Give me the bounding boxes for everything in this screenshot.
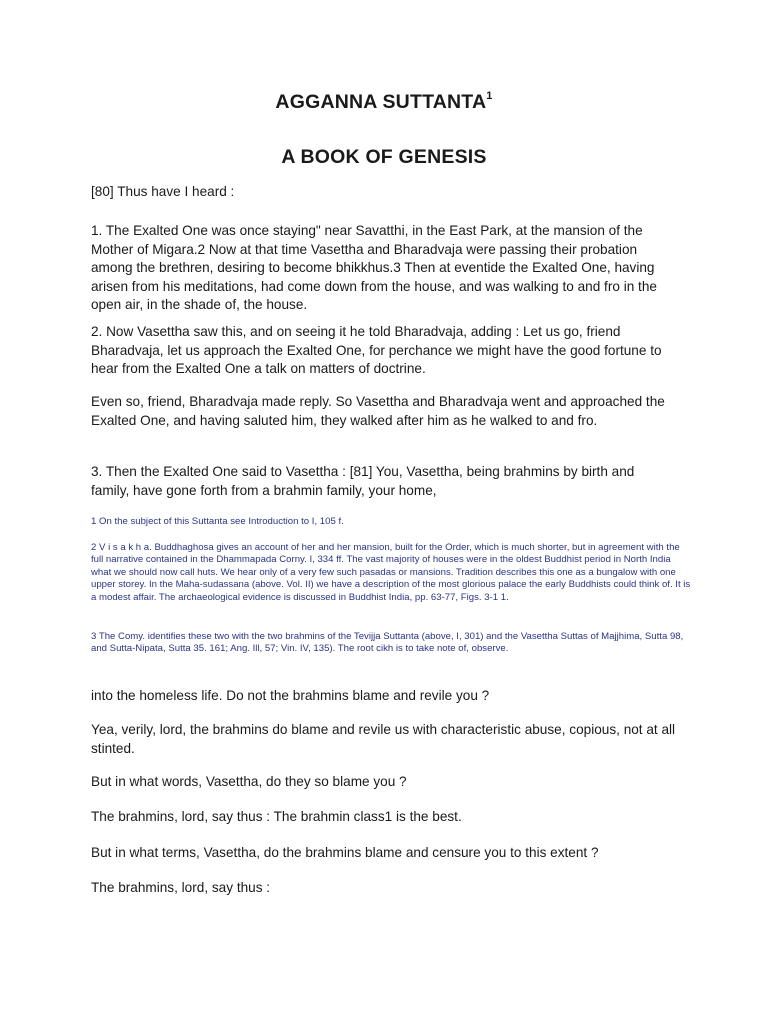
paragraph-brahmin-class: The brahmins, lord, say thus : The brahmin class1 is the best. [91,809,462,824]
paragraph-reply: Even so, friend, Bharadvaja made reply. So Vasettha and Bharadvaja went and approached the Exalted One, and having saluted him, they walked after him as he walked to and fro. [91,394,665,428]
footnote-2: 2 V i s a k h a. Buddhaghosa gives an account of her and her mansion, built for the Order, which is much shorter, but in agreement with the full narrative contained in the Dhammapada Corny. I, 334 ff. The vast majority of houses were in the oldest Buddhist period in North India what we should now call huts. We hear only of a very few such pasadas or mansions. Tradition describes this one as a bungalow with one upper storey. In the Maha-sudassana (above. Vol. II) we have a description of the most glorious palace the early Buddhists could think of. It is a modest affair. The archaeological evidence is discussed in Buddhist India, pp. 63-77, Figs. 3-1 1. [91,542,691,603]
paragraph-2: 2. Now Vasettha saw this, and on seeing it he told Bharadvaja, adding : Let us go, friend Bharadvaja, let us approach the Exalted One, for perchance we might have the good fortune to hear from the Exalted One a talk on matters of doctrine. [91,324,662,377]
paragraph-1: 1. The Exalted One was once staying" near Savatthi, in the East Park, at the mansion of the Mother of Migara.2 Now at that time Vasettha and Bharadvaja were passing their probation among the brethren, desiring to become bhikkhus.3 Then at eventide the Exalted One, having arisen from his meditations, had come down from the house, and was walking to and fro in the open air, in the shade of, the house. [91,223,657,313]
paragraph-intro: [80] Thus have I heard : [91,184,235,199]
footnote-1: 1 On the subject of this Suttanta see Introduction to I, 105 f. [91,516,344,527]
title-footnote-ref: 1 [486,89,493,102]
document-title [0,91,768,114]
footnote-3: 3 The Comy. identifies these two with the two brahmins of the Tevijja Suttanta (above, I, 301) and the Vasettha Suttas of Majjhima, Sutta 98, and Sutta-Nipata, Sutta 35. 161; Ang. Ill, 57; Vin. IV, 135). The root cikh is to take note of, observe. [91,631,684,655]
paragraph-what-words: But in what words, Vasettha, do they so blame you ? [91,774,407,789]
paragraph-3: 3. Then the Exalted One said to Vasettha : [81] You, Vasettha, being brahmins by birth and family, have gone forth from a brahmin family, your home, [91,464,635,498]
paragraph-say-thus: The brahmins, lord, say thus : [91,880,271,895]
paragraph-what-terms: But in what terms, Vasettha, do the brahmins blame and censure you to this extent ? [91,845,599,860]
paragraph-yea-verily: Yea, verily, lord, the brahmins do blame and revile us with characteristic abuse, copious, not at all stinted. [91,722,676,756]
document-subtitle: A BOOK OF GENESIS [281,146,487,168]
paragraph-homeless: into the homeless life. Do not the brahmins blame and revile you ? [91,688,490,703]
title-text: AGGANNA SUTTANTA [275,91,487,113]
